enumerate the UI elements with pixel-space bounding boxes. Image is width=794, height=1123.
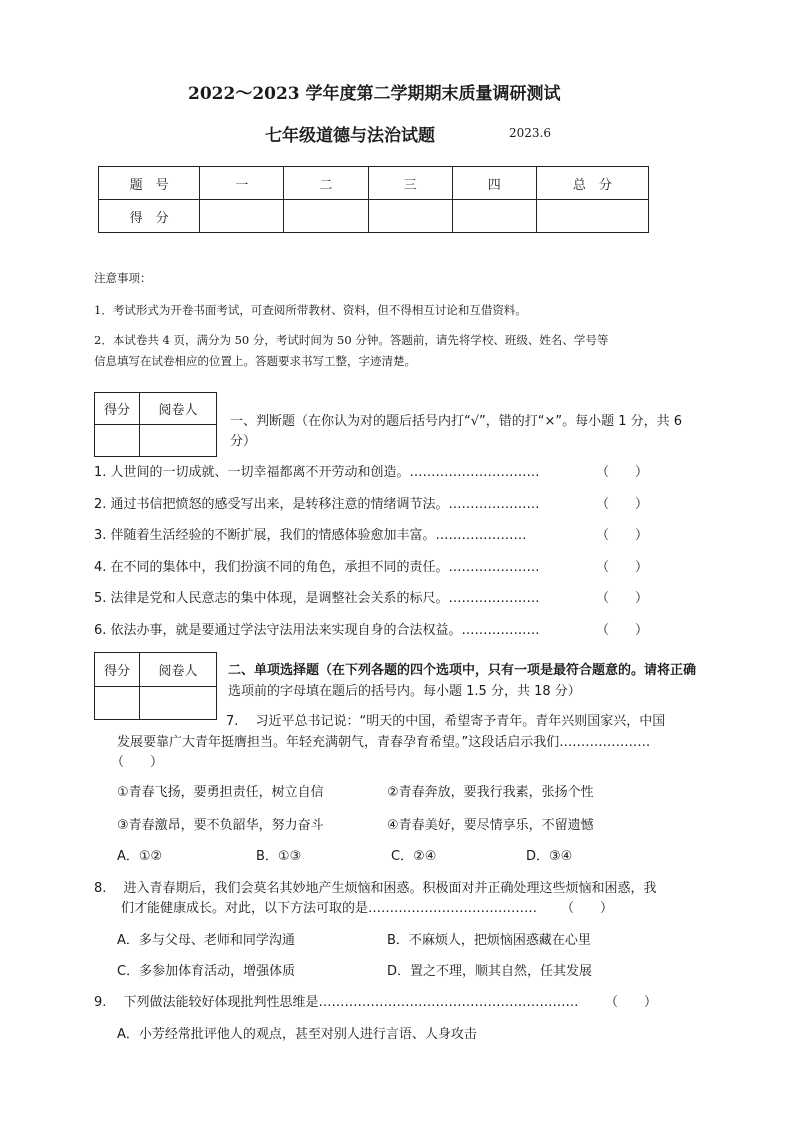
exam-title: 2022～2023 学年度第二学期期末质量调研测试	[188, 84, 561, 104]
judge-item-1: 1. 人世间的一切成就、一切幸福都离不开劳动和创造。…………………………	[94, 465, 540, 480]
score-table-header-cell: 题 号	[99, 167, 200, 200]
exam-subtitle: 七年级道德与法治试题	[265, 126, 435, 146]
section2-grader-cell[interactable]	[140, 687, 217, 720]
notes-item-1: 1．考试形式为开卷书面考试，可查阅所带教材、资料，但不得相互讨论和互借资料。	[94, 303, 527, 317]
q9-option-a[interactable]: A．小芳经常批评他人的观点，甚至对别人进行言语、人身攻击	[117, 1027, 477, 1042]
score-cell-1[interactable]	[200, 200, 284, 233]
q7-statement-1: ①青春飞扬，要勇担责任，树立自信	[117, 785, 324, 800]
q7-option-a[interactable]: A．①②	[117, 849, 163, 864]
section2-grader-box	[94, 652, 217, 720]
section1-grader-cell[interactable]	[140, 425, 217, 457]
q8-stem-line-1: 8. 进入青春期后，我们会莫名其妙地产生烦恼和困惑。积极面对并正确处理这些烦恼和困惑，我	[94, 881, 657, 896]
q7-option-d[interactable]: D．③④	[526, 849, 573, 864]
answer-bracket[interactable]: （ ）	[596, 623, 649, 638]
grader-score-label: 得分	[95, 653, 140, 687]
score-table	[98, 166, 649, 233]
section1-heading-line-1: 一、判断题（在你认为对的题后括号内打“√”，错的打“×”。每小题 1 分，共 6	[230, 414, 683, 429]
q8-option-a[interactable]: A．多与父母、老师和同学沟通	[117, 933, 295, 948]
section1-grader-box	[94, 392, 217, 457]
q8-option-c[interactable]: C．多参加体育活动，增强体质	[117, 964, 296, 979]
notes-item-2-line-2: 信息填写在试卷相应的位置上。答题要求书写工整，字迹清楚。	[94, 354, 416, 368]
answer-bracket[interactable]: （ ）	[596, 465, 649, 480]
exam-date: 2023.6	[509, 126, 551, 140]
score-table-header-cell: 一	[200, 167, 284, 200]
q7-answer-bracket[interactable]: （ ）	[111, 755, 164, 770]
section2-score-cell[interactable]	[95, 687, 140, 720]
section2-heading-line-2: 选项前的字母填在题后的括号内。每小题 1.5 分，共 18 分）	[228, 684, 581, 699]
section2-heading-line-1: 二、单项选择题（在下列各题的四个选项中，只有一项是最符合题意的。请将正确	[228, 663, 697, 678]
q8-answer-bracket[interactable]: （ ）	[561, 901, 614, 916]
q8-stem-line-2: 们才能健康成长。对此，以下方法可取的是…………………………………	[121, 901, 538, 916]
q7-statement-3: ③青春激昂，要不负韶华，努力奋斗	[117, 818, 324, 833]
judge-item-5: 5. 法律是党和人民意志的集中体现，是调整社会关系的标尺。…………………	[94, 591, 540, 606]
score-cell-4[interactable]	[452, 200, 536, 233]
q7-stem-line-2: 发展要靠广大青年挺膺担当。年轻充满朝气，青春孕育希望。”这段话启示我们…………………	[117, 735, 651, 750]
answer-bracket[interactable]: （ ）	[596, 497, 649, 512]
score-table-header-cell: 三	[368, 167, 452, 200]
judge-item-3: 3. 伴随着生活经验的不断扩展，我们的情感体验愈加丰富。…………………	[94, 528, 527, 543]
q9-answer-bracket[interactable]: （ ）	[605, 995, 658, 1010]
score-cell-2[interactable]	[284, 200, 368, 233]
q8-option-d[interactable]: D．置之不理，顺其自然，任其发展	[387, 964, 593, 979]
q9-stem-line-1: 9. 下列做法能较好体现批判性思维是……………………………………………………	[94, 995, 579, 1010]
score-table-header-cell: 四	[452, 167, 536, 200]
score-cell-3[interactable]	[368, 200, 452, 233]
grader-name-label: 阅卷人	[140, 393, 217, 425]
score-cell-total[interactable]	[536, 200, 648, 233]
q7-option-c[interactable]: C．②④	[391, 849, 437, 864]
q8-option-b[interactable]: B．不麻烦人，把烦恼困惑藏在心里	[387, 933, 591, 948]
judge-item-2: 2. 通过书信把愤怒的感受写出来，是转移注意的情绪调节法。…………………	[94, 497, 540, 512]
notes-heading: 注意事项：	[94, 271, 152, 285]
judge-item-4: 4. 在不同的集体中，我们扮演不同的角色，承担不同的责任。…………………	[94, 560, 540, 575]
score-table-row-label: 得 分	[99, 200, 200, 233]
judge-item-6: 6. 依法办事，就是要通过学法守法用法来实现自身的合法权益。………………	[94, 623, 540, 638]
score-table-header-cell: 二	[284, 167, 368, 200]
q7-stem-line-1: 7. 习近平总书记说：“明天的中国，希望寄予青年。青年兴则国家兴，中国	[226, 714, 666, 729]
grader-name-label: 阅卷人	[140, 653, 217, 687]
answer-bracket[interactable]: （ ）	[596, 528, 649, 543]
score-table-header-cell: 总 分	[536, 167, 648, 200]
q7-statement-4: ④青春美好，要尽情享乐，不留遗憾	[387, 818, 594, 833]
answer-bracket[interactable]: （ ）	[596, 560, 649, 575]
section1-score-cell[interactable]	[95, 425, 140, 457]
grader-score-label: 得分	[95, 393, 140, 425]
notes-item-2-line-1: 2．本试卷共 4 页，满分为 50 分，考试时间为 50 分钟。答题前，请先将学校、班级、姓名、学号等	[94, 333, 609, 347]
q7-statement-2: ②青春奔放，要我行我素，张扬个性	[387, 785, 594, 800]
q7-option-b[interactable]: B．①③	[256, 849, 302, 864]
answer-bracket[interactable]: （ ）	[596, 591, 649, 606]
section1-heading-line-2: 分）	[230, 434, 257, 449]
